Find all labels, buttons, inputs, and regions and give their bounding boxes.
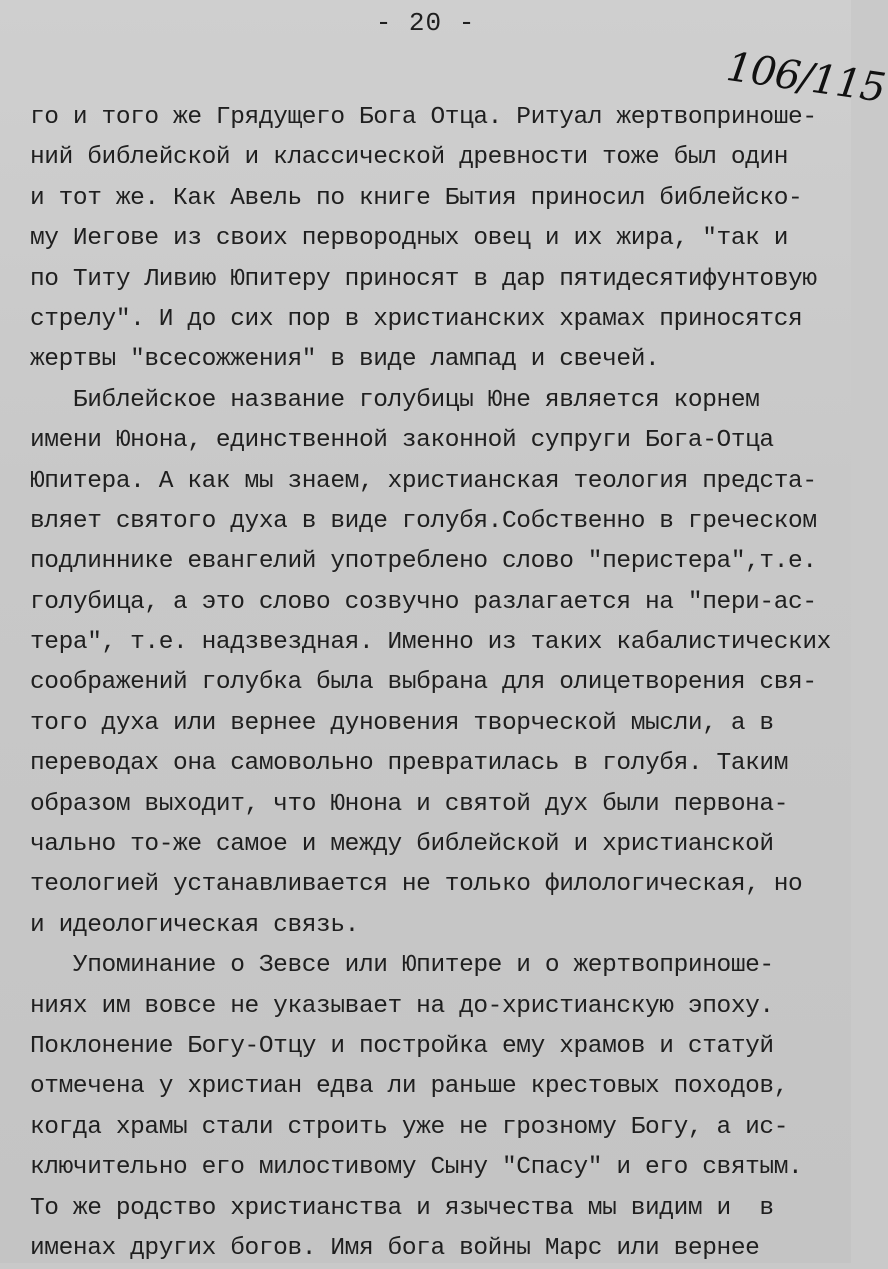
text-line: жертвы "всесожжения" в виде лампад и свечей. <box>30 346 660 374</box>
text-line: го и того же Грядущего Бога Отца. Ритуал жертвоприноше- <box>30 104 817 131</box>
text-line: ниях им вовсе не указывает на до-христианскую эпоху. <box>30 992 774 1020</box>
text-line: того духа или вернее дуновения творческой мысли, а в <box>30 709 774 737</box>
text-line: стрелу". И до сих пор в христианских храмах приносятся <box>30 305 803 333</box>
text-line: подлиннике евангелий употреблено слово "перистера",т.е. <box>30 548 817 576</box>
text-line: когда храмы стали строить уже не грозному Богу, а ис- <box>30 1113 789 1141</box>
text-line: ключительно его милостивому Сыну "Спасу" и его святым. <box>30 1154 803 1182</box>
text-line: образом выходит, что Юнона и святой дух были первона- <box>30 790 789 818</box>
text-line: по Титу Ливию Юпитеру приносят в дар пятидесятифунтовую <box>30 265 817 293</box>
text-line: отмечена у христиан едва ли раньше крестовых походов, <box>30 1073 789 1101</box>
page-number: - 20 - <box>375 8 476 38</box>
text-line: Библейское название голубицы Юне является корнем <box>30 386 760 414</box>
text-line: именах других богов. Имя бога войны Марс или вернее <box>30 1234 760 1262</box>
text-line: и тот же. Как Авель по книге Бытия приносил библейско- <box>30 184 803 212</box>
body-text <box>30 98 851 1269</box>
text-line: Юпитера. А как мы знаем, христианская теология предста- <box>30 467 817 495</box>
text-line: тера", т.е. надзвездная. Именно из таких кабалистических <box>30 629 831 657</box>
text-line: му Иегове из своих первородных овец и их жира, "так и <box>30 225 789 253</box>
text-line: Упоминание о Зевсе или Юпитере и о жертвоприноше- <box>30 952 774 980</box>
text-line: Поклонение Богу-Отцу и постройка ему храмов и статуй <box>30 1032 774 1060</box>
text-line: голубица, а это слово созвучно разлагается на "пери-ас- <box>30 588 817 616</box>
text-line: чально то-же самое и между библейской и христианской <box>30 831 774 859</box>
text-line: переводах она самовольно превратилась в голубя. Таким <box>30 750 789 778</box>
text-line: То же родство христианства и язычества мы видим и в <box>30 1194 774 1222</box>
text-line: и идеологическая связь. <box>30 911 359 939</box>
text-line: ний библейской и классической древности тоже был один <box>30 144 789 172</box>
text-line: имени Юнона, единственной законной супруги Бога-Отца <box>30 427 774 455</box>
text-line: теологией устанавливается не только филологическая, но <box>30 871 803 899</box>
text-line: вляет святого духа в виде голубя.Собственно в греческом <box>30 507 817 535</box>
text-line: соображений голубка была выбрана для олицетворения свя- <box>30 669 817 697</box>
handwritten-archive-mark: 106/115 <box>723 44 888 112</box>
